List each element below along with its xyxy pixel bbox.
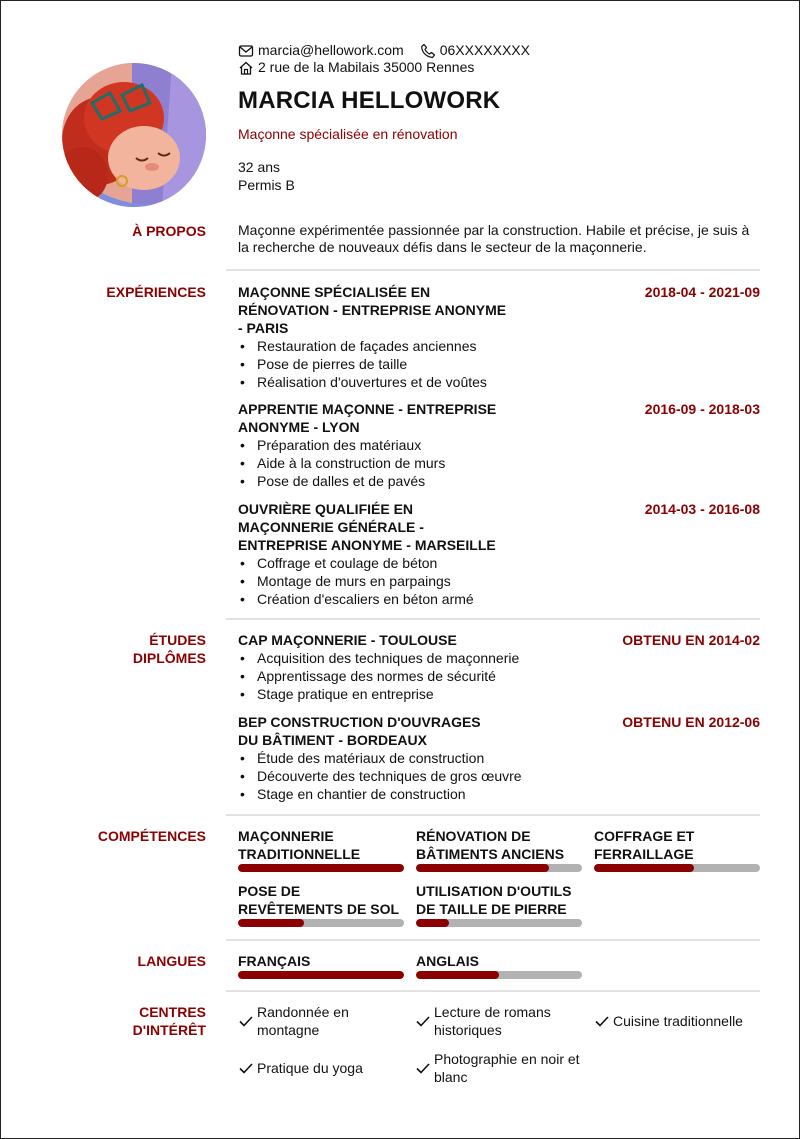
education-details bbox=[238, 649, 760, 703]
list-item: • Apprentissage des normes de sécurité bbox=[238, 667, 760, 685]
experience-date: 2014-03 - 2016-08 bbox=[644, 501, 760, 517]
list-item: • Aide à la construction de murs bbox=[238, 454, 760, 472]
driving-license: Permis B bbox=[238, 177, 295, 193]
experience-entry bbox=[238, 400, 760, 490]
education-date: OBTENU EN 2014-02 bbox=[622, 632, 760, 648]
interest-item bbox=[415, 1050, 585, 1086]
skill-name: UTILISATION D'OUTILS DE TAILLE DE PIERRE bbox=[416, 883, 572, 917]
divider bbox=[226, 618, 760, 620]
skill-name: MAÇONNERIE TRADITIONNELLE bbox=[238, 828, 361, 862]
education-title: BEP CONSTRUCTION D'OUVRAGES DU BÂTIMENT - BORDEAUX bbox=[238, 714, 481, 748]
check-icon bbox=[238, 1013, 254, 1029]
phone-text: 06XXXXXXXX bbox=[439, 42, 530, 58]
experience-title: MAÇONNE SPÉCIALISÉE EN RÉNOVATION - ENTREPRISE ANONYME - PARIS bbox=[238, 284, 507, 336]
list-item: • Préparation des matériaux bbox=[238, 436, 760, 454]
skill-name: POSE DE REVÊTEMENTS DE SOL bbox=[238, 883, 400, 917]
list-item: • Montage de murs en parpaings bbox=[238, 572, 760, 590]
experience-tasks bbox=[238, 436, 760, 490]
interest-label: Lecture de romans historiques bbox=[434, 1004, 551, 1038]
section-label-languages: LANGUES bbox=[137, 953, 206, 969]
education-date: OBTENU EN 2012-06 bbox=[622, 714, 760, 730]
about-text: Maçonne expérimentée passionnée par la construction. Habile et précise, je suis à la recherche de nouveaux défis dans le secteur de la maçonnerie. bbox=[238, 222, 750, 255]
interest-label: Pratique du yoga bbox=[257, 1060, 363, 1076]
list-item: • Pose de dalles et de pavés bbox=[238, 472, 760, 490]
experience-tasks bbox=[238, 337, 760, 391]
phone-icon bbox=[420, 43, 436, 59]
skill-level-bar bbox=[594, 864, 760, 872]
experience-entry bbox=[238, 500, 760, 608]
skill-item bbox=[416, 827, 582, 872]
interest-label: Cuisine traditionnelle bbox=[613, 1013, 743, 1029]
phone-item[interactable] bbox=[420, 42, 530, 59]
divider bbox=[226, 814, 760, 816]
skill-level-bar bbox=[416, 919, 582, 927]
education-details bbox=[238, 749, 760, 803]
skill-level-fill bbox=[416, 919, 449, 927]
list-item: • Coffrage et coulage de béton bbox=[238, 554, 760, 572]
check-icon bbox=[415, 1060, 431, 1076]
skill-level-fill bbox=[594, 864, 694, 872]
interest-item bbox=[415, 1003, 580, 1039]
experience-title: APPRENTIE MAÇONNE - ENTREPRISE ANONYME - LYON bbox=[238, 401, 497, 435]
skill-level-fill bbox=[238, 919, 304, 927]
language-level-fill bbox=[238, 971, 404, 979]
list-item: • Découverte des techniques de gros œuvre bbox=[238, 767, 760, 785]
section-label-line: D'INTÉRÊT bbox=[132, 1022, 206, 1038]
interest-item bbox=[238, 1003, 388, 1039]
skill-level-bar bbox=[238, 864, 404, 872]
check-icon bbox=[594, 1013, 610, 1029]
age: 32 ans bbox=[238, 159, 281, 175]
divider bbox=[226, 939, 760, 941]
skill-level-fill bbox=[416, 864, 549, 872]
email-item[interactable] bbox=[238, 42, 404, 59]
education-entry bbox=[238, 631, 760, 703]
education-entry bbox=[238, 713, 760, 803]
language-level-bar bbox=[416, 971, 582, 979]
section-label-interests bbox=[61, 1003, 206, 1039]
skill-level-bar bbox=[238, 919, 404, 927]
list-item: • Stage pratique en entreprise bbox=[238, 685, 760, 703]
skill-item bbox=[416, 882, 582, 927]
home-icon bbox=[238, 60, 254, 76]
language-item bbox=[238, 952, 404, 979]
section-label-line: ÉTUDES bbox=[149, 632, 206, 648]
experience-date: 2018-04 - 2021-09 bbox=[644, 284, 760, 300]
section-label-line: DIPLÔMES bbox=[132, 650, 206, 666]
divider bbox=[226, 990, 760, 992]
experience-date: 2016-09 - 2018-03 bbox=[644, 401, 760, 417]
skill-name: COFFRAGE ET FERRAILLAGE bbox=[594, 828, 695, 862]
candidate-name: MARCIA HELLOWORK bbox=[238, 87, 501, 114]
interest-item bbox=[238, 1059, 388, 1077]
interest-item bbox=[594, 1012, 759, 1030]
address-text: 2 rue de la Mabilais 35000 Rennes bbox=[258, 59, 475, 75]
job-title: Maçonne spécialisée en rénovation bbox=[238, 126, 458, 142]
avatar bbox=[62, 63, 206, 207]
education-title: CAP MAÇONNERIE - TOULOUSE bbox=[238, 632, 457, 648]
skill-item bbox=[238, 827, 404, 872]
list-item: • Restauration de façades anciennes bbox=[238, 337, 760, 355]
interest-label: Randonnée en montagne bbox=[257, 1004, 349, 1038]
skill-level-bar bbox=[416, 864, 582, 872]
language-level-bar bbox=[238, 971, 404, 979]
skill-level-fill bbox=[238, 864, 404, 872]
skill-name: RÉNOVATION DE BÂTIMENTS ANCIENS bbox=[416, 828, 565, 862]
check-icon bbox=[415, 1013, 431, 1029]
skill-item bbox=[238, 882, 404, 927]
list-item: • Réalisation d'ouvertures et de voûtes bbox=[238, 373, 760, 391]
envelope-icon bbox=[238, 43, 254, 59]
interest-label: Photographie en noir et blanc bbox=[434, 1051, 580, 1085]
check-icon bbox=[238, 1060, 254, 1076]
language-level-fill bbox=[416, 971, 499, 979]
list-item: • Pose de pierres de taille bbox=[238, 355, 760, 373]
address-item bbox=[238, 59, 474, 76]
avatar-illustration bbox=[62, 63, 206, 207]
section-label-experiences: EXPÉRIENCES bbox=[106, 284, 206, 300]
skill-item bbox=[594, 827, 760, 872]
language-name: ANGLAIS bbox=[416, 953, 479, 969]
list-item: • Création d'escaliers en béton armé bbox=[238, 590, 760, 608]
divider bbox=[226, 269, 760, 271]
list-item: • Étude des matériaux de construction bbox=[238, 749, 760, 767]
section-label-skills: COMPÉTENCES bbox=[97, 828, 206, 844]
experience-tasks bbox=[238, 554, 760, 608]
email-text: marcia@hellowork.com bbox=[258, 42, 404, 58]
experience-title: OUVRIÈRE QUALIFIÉE EN MAÇONNERIE GÉNÉRALE - ENTREPRISE ANONYME - MARSEILLE bbox=[238, 501, 496, 553]
experience-entry bbox=[238, 283, 760, 391]
language-item bbox=[416, 952, 582, 979]
section-label-line: CENTRES bbox=[139, 1004, 206, 1020]
list-item: • Stage en chantier de construction bbox=[238, 785, 760, 803]
language-name: FRANÇAIS bbox=[238, 953, 311, 969]
list-item: • Acquisition des techniques de maçonnerie bbox=[238, 649, 760, 667]
section-label-about: À PROPOS bbox=[132, 223, 206, 239]
section-label-education bbox=[61, 631, 206, 667]
personal-details bbox=[238, 158, 295, 194]
contact-block bbox=[238, 42, 530, 76]
